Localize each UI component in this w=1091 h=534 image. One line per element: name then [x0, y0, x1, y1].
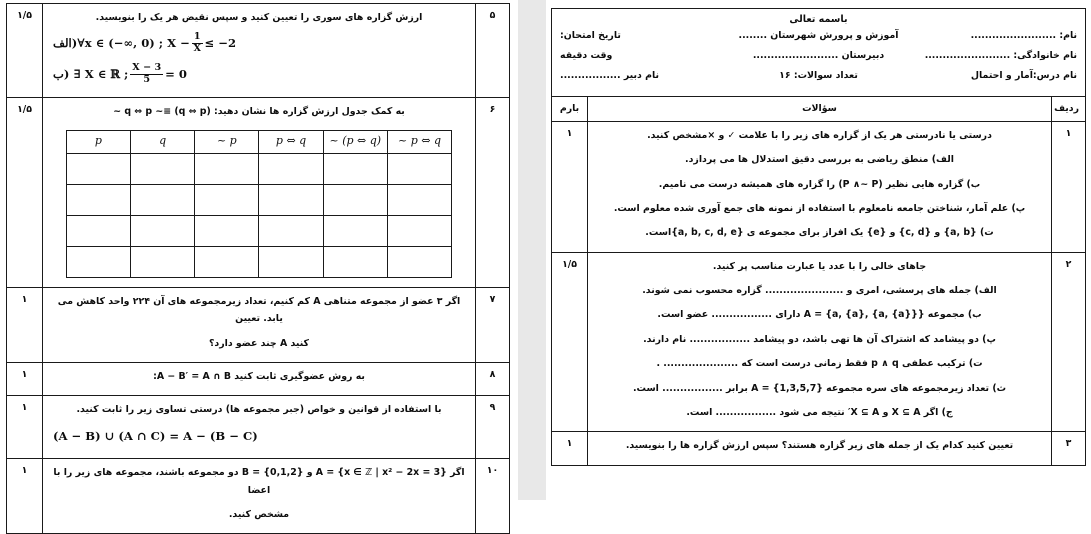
truth-cell[interactable]	[323, 184, 387, 215]
truth-cell[interactable]	[259, 246, 323, 277]
question-line: ب) گزاره هایی نظیر (P ∧~ P) را گزاره های همیشه درست می نامیم.	[658, 178, 981, 190]
question-line: با استفاده از قوانین و خواص (جبر مجموعه ها) درستی تساوی زیر را ثابت کنید.	[76, 404, 442, 416]
truth-cell[interactable]	[131, 153, 195, 184]
fraction-denominator: X	[193, 43, 201, 55]
school-field: دبیرستان ........................	[752, 50, 885, 62]
col-header-row: ردیف	[1052, 97, 1086, 121]
table-row	[552, 121, 1086, 252]
truth-col-not-p-iff-q: ~ (p ⇔ q)	[323, 130, 387, 153]
question-line: ب) مجموعه A = {a, {a}, {a, {a}}} دارای ................. عضو است.	[657, 309, 982, 321]
math-post: ≤ −2	[204, 36, 237, 51]
truth-table-row[interactable]	[66, 184, 451, 215]
question-body	[43, 396, 476, 459]
truth-cell[interactable]	[387, 215, 451, 246]
exam-date-field: تاریخ امتحان:	[560, 30, 621, 41]
table-row	[7, 459, 510, 534]
truth-table-wrapper	[49, 128, 469, 284]
question-body	[588, 432, 1052, 465]
question-mark: ۱	[7, 287, 43, 362]
fraction	[130, 63, 163, 85]
left-questions-table	[551, 96, 1086, 465]
student-name-field: نام: ........................	[970, 30, 1077, 41]
truth-col-q: q	[131, 130, 195, 153]
truth-cell[interactable]	[195, 184, 259, 215]
question-mark: ۱/۵	[7, 98, 43, 287]
teacher-name-field: نام دبیر .................	[560, 70, 659, 82]
question-line: ج) اگر X ⊆ A و X ⊆ A′ نتیجه می شود ................. است.	[686, 407, 953, 419]
truth-cell[interactable]	[387, 246, 451, 277]
question-mark: ۱/۵	[7, 4, 43, 98]
question-mark: ۱	[7, 459, 43, 534]
exam-duration-field: وقت دقیقه	[560, 50, 613, 62]
question-number: ۱۰	[476, 459, 510, 534]
question-prompt: ارزش گزاره های سوری را تعیین کنید و سپس نقیض هر یک را بنویسید.	[95, 12, 423, 23]
truth-cell[interactable]	[195, 246, 259, 277]
table-row	[7, 287, 510, 362]
table-row	[7, 4, 510, 98]
page-gutter	[518, 0, 546, 500]
education-office-field: آموزش و پرورش شهرستان ........	[738, 30, 899, 41]
math-display-identity: (A − B) ∪ (A ∩ C) = A − (B − C)	[53, 428, 258, 443]
truth-cell[interactable]	[387, 153, 451, 184]
question-body	[43, 287, 476, 362]
question-mark: ۱	[552, 432, 588, 465]
question-count-field: تعداد سوالات: ۱۶	[779, 70, 858, 82]
col-header-questions: سؤالات	[588, 97, 1052, 121]
question-mark: ۱	[7, 396, 43, 459]
header-row-1	[560, 29, 1077, 43]
question-line: تعیین کنید کدام یک از جمله های زیر گزاره هستند؟ سپس ارزش گزاره ها را بنویسید.	[625, 440, 1014, 452]
truth-table	[66, 130, 452, 278]
question-line: اگر ۳ عضو از مجموعه متناهی A کم کنیم، تعداد زیرمجموعه های آن ۲۲۴ واحد کاهش می یابد. تعیین	[57, 295, 461, 325]
question-line: پ) علم آمار، شناختن جامعه نامعلوم با استفاده از نمونه های جمع آوری شده معلوم است.	[613, 202, 1026, 214]
math-label: الف)	[53, 36, 78, 51]
truth-cell[interactable]	[387, 184, 451, 215]
math-pre: ∀x ∈ (−∞, 0) ; X −	[77, 36, 190, 51]
truth-col-p-iff-q: p ⇔ q	[259, 130, 323, 153]
truth-cell[interactable]	[259, 153, 323, 184]
exam-page-left	[546, 0, 1091, 500]
question-body	[43, 459, 476, 534]
truth-cell[interactable]	[131, 215, 195, 246]
question-prompt: به کمک جدول ارزش گزاره ها نشان دهید: q ⇔ p ~≡ (q ⇔ p) ~	[113, 106, 405, 118]
question-number: ۵	[476, 4, 510, 98]
truth-table-header-row	[66, 130, 451, 153]
truth-cell[interactable]	[66, 184, 130, 215]
header-row-3	[560, 69, 1077, 83]
question-number: ۳	[1052, 432, 1086, 465]
fraction-denominator: 5	[130, 74, 163, 86]
question-line: به روش عضوگیری ثابت کنید A − B′ = A ∩ B:	[153, 370, 365, 382]
truth-col-notp-iff-q: ~ p ⇔ q	[387, 130, 451, 153]
truth-cell[interactable]	[323, 215, 387, 246]
truth-cell[interactable]	[323, 246, 387, 277]
question-mark: ۱	[552, 121, 588, 252]
fraction	[192, 32, 203, 54]
table-row	[7, 98, 510, 287]
table-row	[7, 396, 510, 459]
right-questions-table	[6, 3, 510, 534]
math-expression-a	[53, 33, 469, 55]
question-line: الف) منطق ریاضی به بررسی دقیق استدلال ها می پردازد.	[685, 154, 954, 166]
left-table-header-row	[552, 97, 1086, 121]
question-line: ت) ترکیب عطفی p ∧ q فقط زمانی درست است که ..................... .	[656, 358, 983, 370]
math-pre: ∃ X ∈ ℝ ;	[73, 67, 129, 82]
question-mark: ۱	[7, 362, 43, 395]
question-body	[43, 362, 476, 395]
question-line: اگر {A = {x ∈ ℤ | x² − 2x = 3 و {B = {0,1,2 دو مجموعه باشند، مجموعه های زیر را با اعضا	[53, 467, 465, 496]
question-number: ۸	[476, 362, 510, 395]
truth-cell[interactable]	[131, 184, 195, 215]
table-row	[552, 432, 1086, 465]
fraction-numerator: 1	[193, 31, 201, 43]
question-line: کنید A چند عضو دارد؟	[208, 337, 310, 349]
question-mark: ۱/۵	[552, 252, 588, 432]
math-label: ب)	[53, 67, 70, 82]
fraction-numerator: X − 3	[132, 61, 162, 73]
question-number: ۷	[476, 287, 510, 362]
col-header-mark: بارم	[552, 97, 588, 121]
math-expression-b	[53, 61, 469, 86]
truth-col-p: p	[66, 130, 130, 153]
question-line: جاهای خالی را با عدد یا عبارت مناسب پر کنید.	[712, 260, 927, 272]
truth-cell[interactable]	[323, 153, 387, 184]
math-post: = 0	[165, 67, 187, 82]
truth-col-not-p: ~ p	[195, 130, 259, 153]
question-line: مشخص کنید.	[228, 508, 290, 520]
question-number: ۲	[1052, 252, 1086, 432]
header-row-2	[560, 49, 1077, 63]
truth-cell[interactable]	[66, 215, 130, 246]
student-family-field: نام خانوادگی: ........................	[924, 50, 1077, 62]
question-body	[43, 98, 476, 287]
question-line: ث) تعداد زیرمجموعه های سره مجموعه A = {1,3,5,7} برابر ................. است.	[632, 382, 1007, 394]
course-name-field: نام درس:آمار و احتمال	[970, 70, 1077, 82]
question-number: ۶	[476, 98, 510, 287]
bismillah-line: باسمه تعالی	[789, 14, 848, 25]
question-body	[588, 121, 1052, 252]
question-number: ۱	[1052, 121, 1086, 252]
truth-table-row[interactable]	[66, 215, 451, 246]
truth-cell[interactable]	[259, 184, 323, 215]
table-row	[552, 252, 1086, 432]
truth-table-row[interactable]	[66, 246, 451, 277]
truth-cell[interactable]	[66, 153, 130, 184]
question-line: ت) {a, b} و {c, d} و {e} یک افراز برای مجموعه ی {a, b, c, d, e}است.	[645, 227, 994, 239]
truth-cell[interactable]	[259, 215, 323, 246]
table-row	[7, 362, 510, 395]
truth-cell[interactable]	[131, 246, 195, 277]
truth-cell[interactable]	[66, 246, 130, 277]
question-line: درستی یا نادرستی هر یک از گزاره های زیر را با علامت ✓ و ×مشخص کنید.	[647, 129, 992, 141]
question-body	[43, 4, 476, 98]
truth-cell[interactable]	[195, 153, 259, 184]
question-number: ۹	[476, 396, 510, 459]
exam-header-box	[551, 8, 1086, 96]
truth-table-row[interactable]	[66, 153, 451, 184]
question-line: پ) دو پیشامد که اشتراک آن ها تهی باشد، دو پیشامد ................. نام دارند.	[643, 333, 996, 345]
question-body	[588, 252, 1052, 432]
question-line: الف) جمله های پرسشی، امری و ...................... گزاره محسوب نمی شوند.	[642, 285, 997, 297]
truth-cell[interactable]	[195, 215, 259, 246]
exam-page-right	[0, 0, 518, 520]
